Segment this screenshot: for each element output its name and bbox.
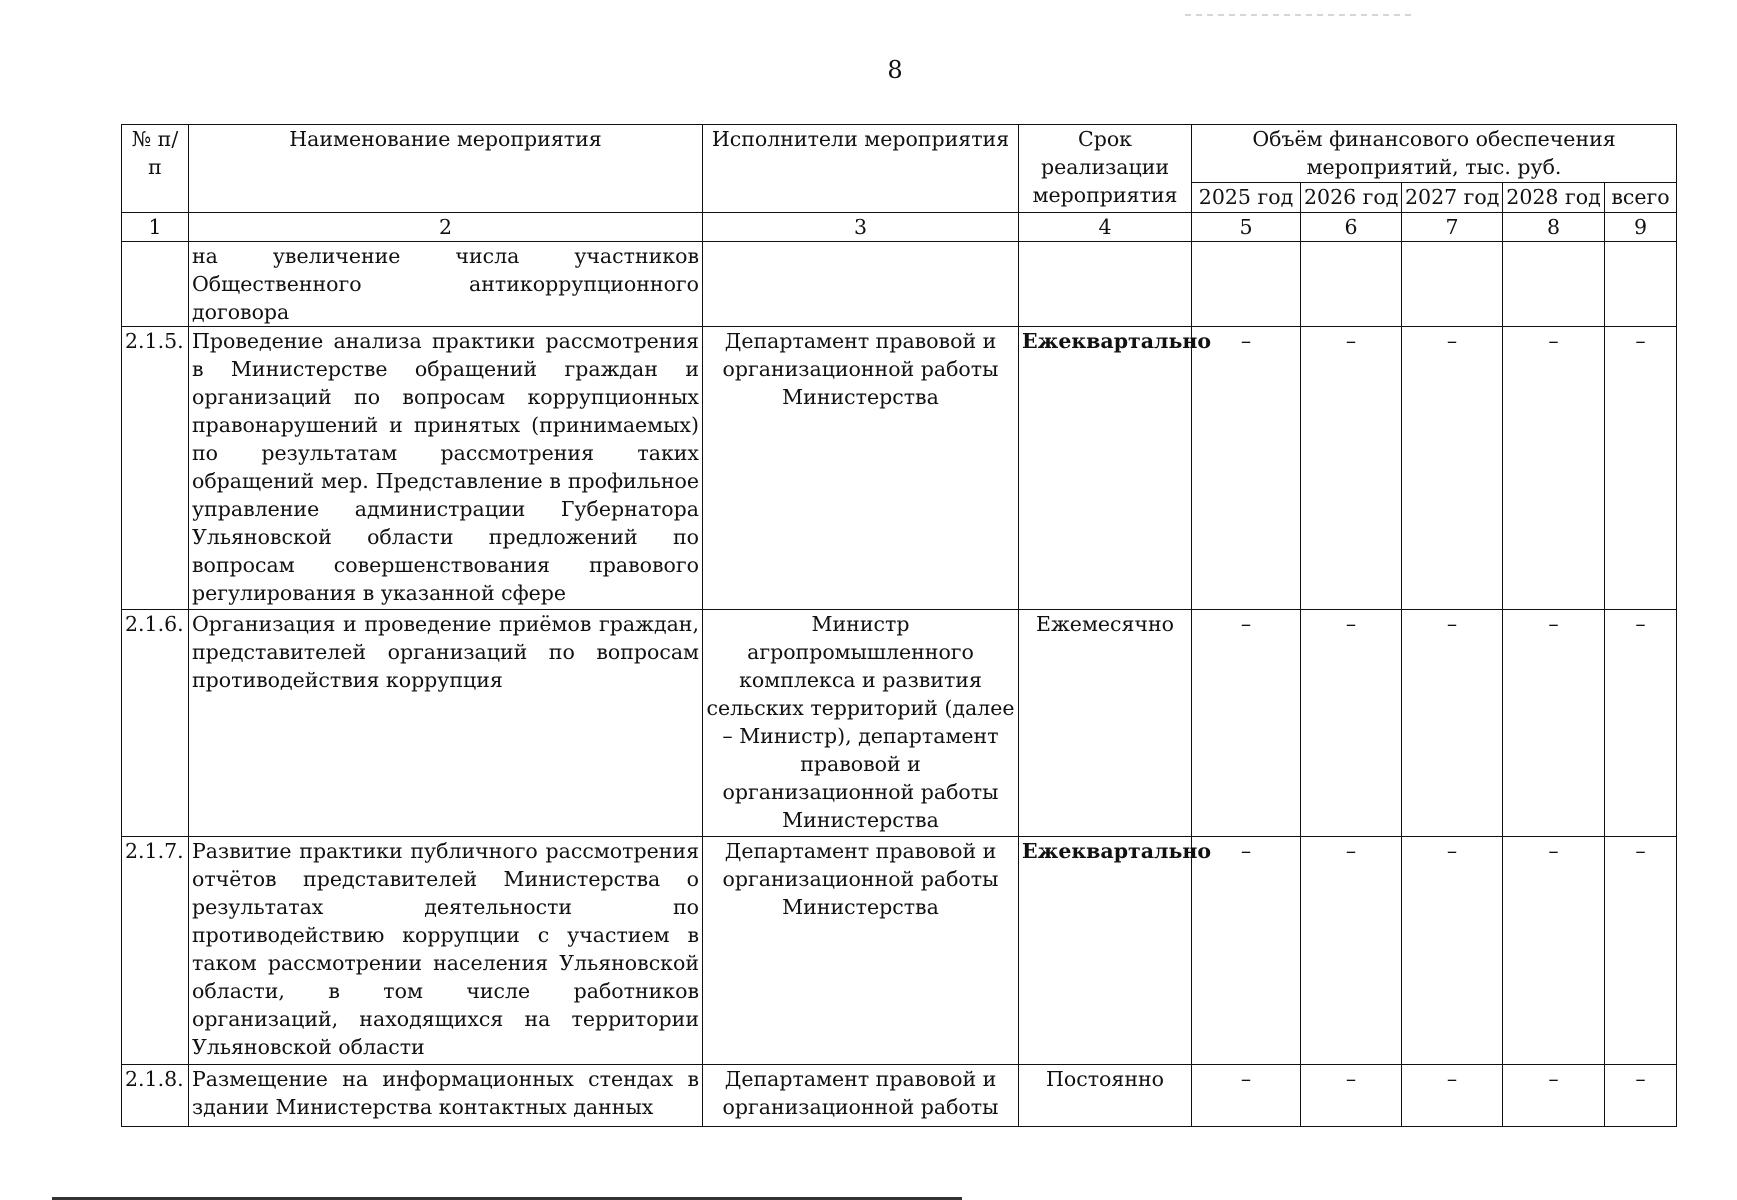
row-number	[122, 242, 189, 327]
column-number: 3	[703, 213, 1019, 242]
measure-executors: Департамент правовой и организационной работы Министерства	[703, 837, 1019, 1065]
header-no: № п/п	[122, 125, 189, 213]
value-total: –	[1605, 610, 1677, 837]
header-year-2027: 2027 год	[1402, 183, 1503, 213]
value-total	[1605, 242, 1677, 327]
table-row	[122, 242, 1677, 327]
table-row	[122, 1065, 1677, 1127]
row-number: 2.1.6.	[122, 610, 189, 837]
measure-executors	[703, 242, 1019, 327]
measure-name: на увеличение числа участников Общественного антикоррупционного договора	[189, 242, 703, 327]
column-number-row	[122, 213, 1677, 242]
value-2026: –	[1301, 327, 1402, 610]
row-number: 2.1.5.	[122, 327, 189, 610]
value-total: –	[1605, 837, 1677, 1065]
column-number: 2	[189, 213, 703, 242]
column-number: 9	[1605, 213, 1677, 242]
measure-term: Ежеквартально	[1019, 837, 1192, 1065]
measure-term: Ежемесячно	[1019, 610, 1192, 837]
value-2027: –	[1402, 610, 1503, 837]
measure-name: Развитие практики публичного рассмотрения отчётов представителей Министерства о результатах деятельности по противодействию коррупции с участием в таком рассмотрении населения Ульяновской области, в том числе работников организаций, находящихся на территории Ульяновской области	[189, 837, 703, 1065]
header-year-2028: 2028 год	[1503, 183, 1605, 213]
measure-executors: Департамент правовой и организационной работы Министерства	[703, 327, 1019, 610]
column-number: 1	[122, 213, 189, 242]
header-term: Срок реализации мероприятия	[1019, 125, 1192, 213]
value-2027: –	[1402, 837, 1503, 1065]
value-2027: –	[1402, 1065, 1503, 1127]
header-name: Наименование мероприятия	[189, 125, 703, 213]
value-2025	[1192, 242, 1301, 327]
value-2028: –	[1503, 610, 1605, 837]
measure-name: Проведение анализа практики рассмотрения в Министерстве обращений граждан и организаций по вопросам коррупционных правонарушений и принятых (принимаемых) по результатам рассмотрения таких обращений мер. Представление в профильное управление администрации Губернатора Ульяновской области предложений по вопросам совершенствования правового регулирования в указанной сфере	[189, 327, 703, 610]
column-number: 7	[1402, 213, 1503, 242]
value-2028: –	[1503, 837, 1605, 1065]
table-row	[122, 610, 1677, 837]
measure-term: Ежеквартально	[1019, 327, 1192, 610]
value-2025: –	[1192, 610, 1301, 837]
value-2028: –	[1503, 327, 1605, 610]
value-2027	[1402, 242, 1503, 327]
value-2026: –	[1301, 610, 1402, 837]
row-number: 2.1.7.	[122, 837, 189, 1065]
table-row	[122, 837, 1677, 1065]
column-number: 8	[1503, 213, 1605, 242]
column-number: 4	[1019, 213, 1192, 242]
value-2027: –	[1402, 327, 1503, 610]
value-total: –	[1605, 1065, 1677, 1127]
row-number: 2.1.8.	[122, 1065, 189, 1127]
measure-term: Постоянно	[1019, 1065, 1192, 1127]
column-number: 6	[1301, 213, 1402, 242]
header-finance: Объём финансового обеспечения мероприятий, тыс. руб.	[1192, 125, 1677, 183]
value-2025: –	[1192, 837, 1301, 1065]
measure-name: Организация и проведение приёмов граждан, представителей организаций по вопросам противодействия коррупция	[189, 610, 703, 837]
table-row	[122, 327, 1677, 610]
header-total: всего	[1605, 183, 1677, 213]
page-number: 8	[887, 56, 903, 84]
value-2028	[1503, 242, 1605, 327]
column-number: 5	[1192, 213, 1301, 242]
value-2026	[1301, 242, 1402, 327]
value-total: –	[1605, 327, 1677, 610]
measures-table	[121, 124, 1677, 1127]
value-2025: –	[1192, 327, 1301, 610]
measure-name: Размещение на информационных стендах в здании Министерства контактных данных	[189, 1065, 703, 1127]
value-2025: –	[1192, 1065, 1301, 1127]
header-year-2025: 2025 год	[1192, 183, 1301, 213]
header-year-2026: 2026 год	[1301, 183, 1402, 213]
header-executors: Исполнители мероприятия	[703, 125, 1019, 213]
measure-executors: Департамент правовой и организационной работы	[703, 1065, 1019, 1127]
value-2026: –	[1301, 1065, 1402, 1127]
measure-term	[1019, 242, 1192, 327]
scan-artifact	[1185, 14, 1415, 16]
value-2028: –	[1503, 1065, 1605, 1127]
measure-executors: Министр агропромышленного комплекса и развития сельских территорий (далее – Министр), департамент правовой и организационной работы Министерства	[703, 610, 1019, 837]
value-2026: –	[1301, 837, 1402, 1065]
